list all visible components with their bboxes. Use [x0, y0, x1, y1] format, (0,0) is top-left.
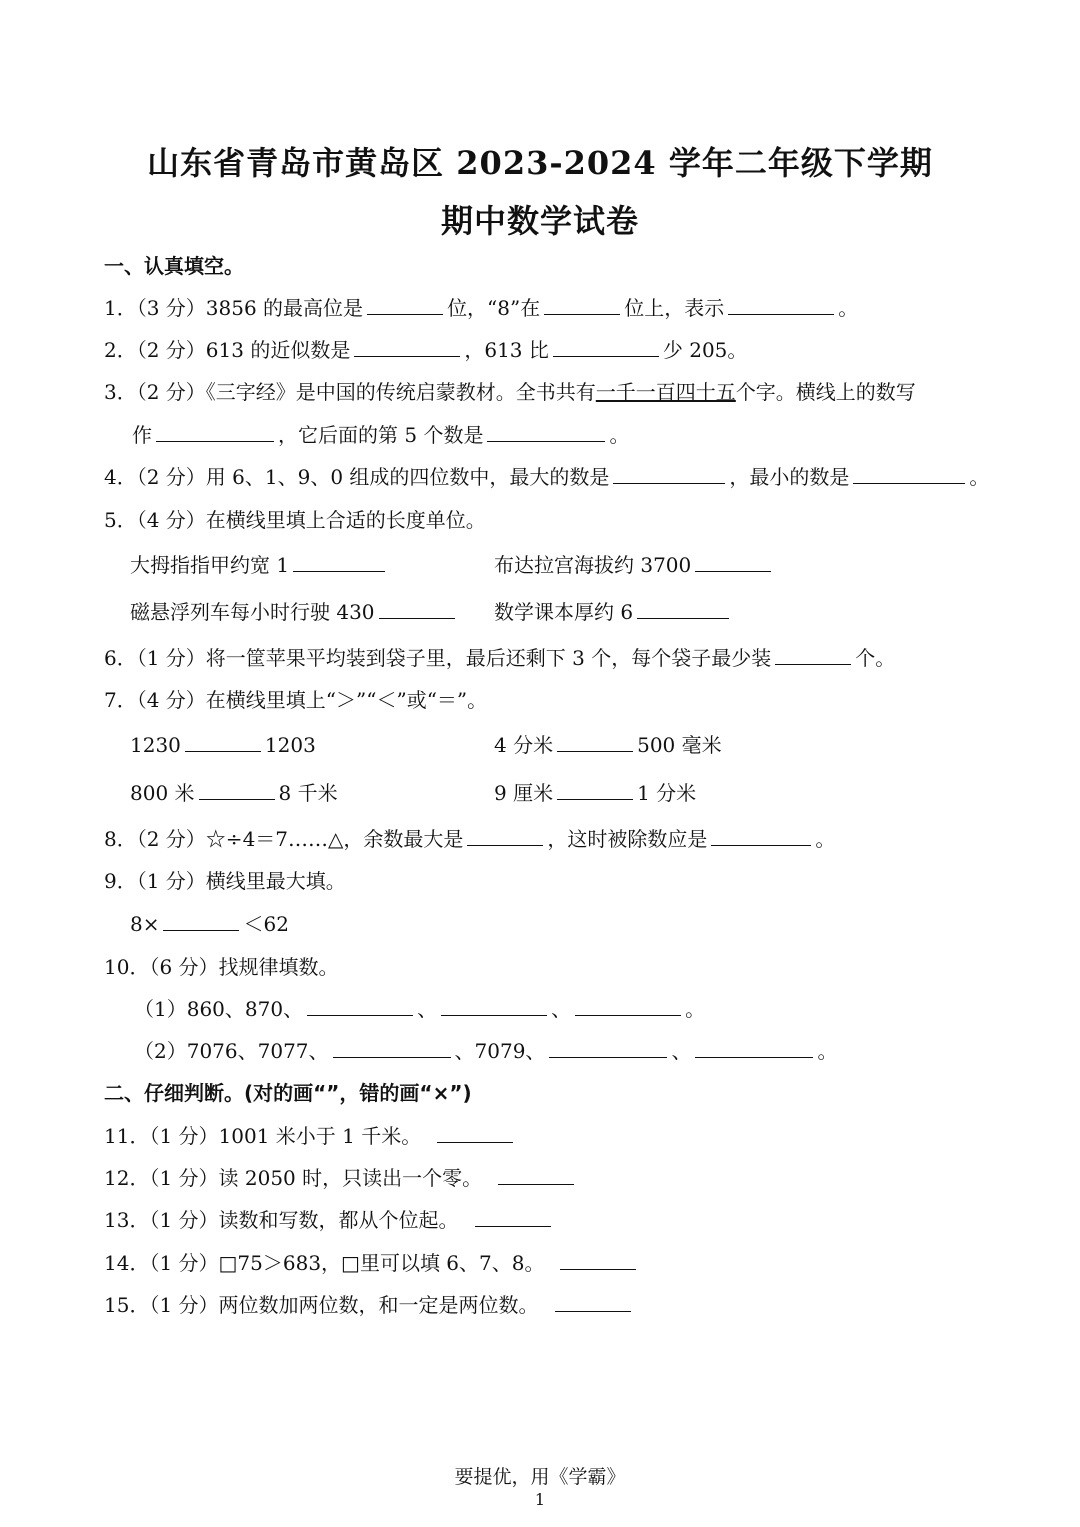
answer-blank[interactable]	[487, 423, 605, 442]
answer-blank[interactable]	[475, 1208, 551, 1227]
answer-blank[interactable]	[557, 733, 633, 752]
question-9-item: 8× ＜62	[130, 912, 289, 936]
answer-blank[interactable]	[728, 296, 834, 315]
question-10-part1: （1）860、870、 、 、 。	[134, 997, 706, 1021]
question-10-part2: （2）7076、7077、 、7079、 、 。	[134, 1039, 838, 1063]
answer-blank[interactable]	[163, 912, 239, 931]
section-2-heading: 二、仔细判断。(对的画“”，错的画“×”)	[104, 1081, 472, 1105]
footer-slogan: 要提优，用《学霸》	[454, 1466, 626, 1488]
question-7-item: 4 分米 500 毫米	[494, 733, 722, 757]
answer-blank[interactable]	[553, 338, 659, 357]
answer-blank[interactable]	[437, 1124, 513, 1143]
question-3-cont: 作 ，它后面的第 5 个数是 。	[132, 423, 630, 447]
question-5-item: 磁悬浮列车每小时行驶 430	[130, 600, 459, 624]
answer-blank[interactable]	[853, 465, 965, 484]
question-7: 7．（4 分）在横线里填上“＞”“＜”或“＝”。	[104, 688, 488, 712]
answer-blank[interactable]	[199, 781, 275, 800]
answer-blank[interactable]	[557, 781, 633, 800]
question-3: 3．（2 分）《三字经》是中国的传统启蒙教材。全书共有一千一百四十五个字。横线上的数写	[104, 380, 916, 404]
question-10: 10．（6 分）找规律填数。	[104, 955, 339, 979]
answer-blank[interactable]	[354, 338, 460, 357]
question-2: 2．（2 分）613 的近似数是 ，613 比 少 205。	[104, 338, 748, 362]
answer-blank[interactable]	[695, 1039, 813, 1058]
answer-blank[interactable]	[775, 646, 851, 665]
page-number: 1	[534, 1490, 546, 1509]
question-7-item: 1230 1203	[130, 733, 316, 757]
question-4: 4．（2 分）用 6、1、9、0 组成的四位数中，最大的数是 ，最小的数是 。	[104, 465, 990, 489]
exam-title-line2: 期中数学试卷	[440, 202, 639, 240]
section-1-heading: 一、认真填空。	[104, 254, 244, 278]
answer-blank[interactable]	[613, 465, 725, 484]
answer-blank[interactable]	[498, 1166, 574, 1185]
question-5-item: 布达拉宫海拔约 3700	[494, 553, 775, 577]
answer-blank[interactable]	[695, 553, 771, 572]
question-5: 5．（4 分）在横线里填上合适的长度单位。	[104, 508, 486, 532]
answer-blank[interactable]	[156, 423, 274, 442]
answer-blank[interactable]	[293, 553, 385, 572]
question-15: 15．（1 分）两位数加两位数，和一定是两位数。	[104, 1293, 635, 1317]
answer-blank[interactable]	[555, 1293, 631, 1312]
answer-blank[interactable]	[549, 1039, 667, 1058]
question-5-item: 大拇指指甲约宽 1	[130, 553, 389, 577]
question-8: 8．（2 分）☆÷4＝7……△，余数最大是 ，这时被除数应是 。	[104, 827, 836, 851]
answer-blank[interactable]	[367, 296, 443, 315]
answer-blank[interactable]	[560, 1251, 636, 1270]
answer-blank[interactable]	[467, 827, 543, 846]
answer-blank[interactable]	[307, 997, 413, 1016]
answer-blank[interactable]	[544, 296, 620, 315]
answer-blank[interactable]	[711, 827, 811, 846]
question-11: 11．（1 分）1001 米小于 1 千米。	[104, 1124, 517, 1148]
question-14: 14．（1 分）□75＞683，□里可以填 6、7、8。	[104, 1251, 640, 1275]
question-7-item: 800 米 8 千米	[130, 781, 338, 805]
question-13: 13．（1 分）读数和写数，都从个位起。	[104, 1208, 555, 1232]
exam-title-line1: 山东省青岛市黄岛区 2023-2024 学年二年级下学期	[147, 144, 933, 182]
answer-blank[interactable]	[185, 733, 261, 752]
answer-blank[interactable]	[575, 997, 681, 1016]
question-5-item: 数学课本厚约 6	[494, 600, 733, 624]
answer-blank[interactable]	[637, 600, 729, 619]
answer-blank[interactable]	[379, 600, 455, 619]
question-7-item: 9 厘米 1 分米	[494, 781, 697, 805]
question-9: 9．（1 分）横线里最大填。	[104, 869, 346, 893]
question-12: 12．（1 分）读 2050 时，只读出一个零。	[104, 1166, 578, 1190]
question-1: 1．（3 分）3856 的最高位是 位，“8”在 位上，表示 。	[104, 296, 859, 320]
answer-blank[interactable]	[333, 1039, 451, 1058]
question-6: 6．（1 分）将一筐苹果平均装到袋子里，最后还剩下 3 个，每个袋子最少装 个。	[104, 646, 896, 670]
answer-blank[interactable]	[441, 997, 547, 1016]
